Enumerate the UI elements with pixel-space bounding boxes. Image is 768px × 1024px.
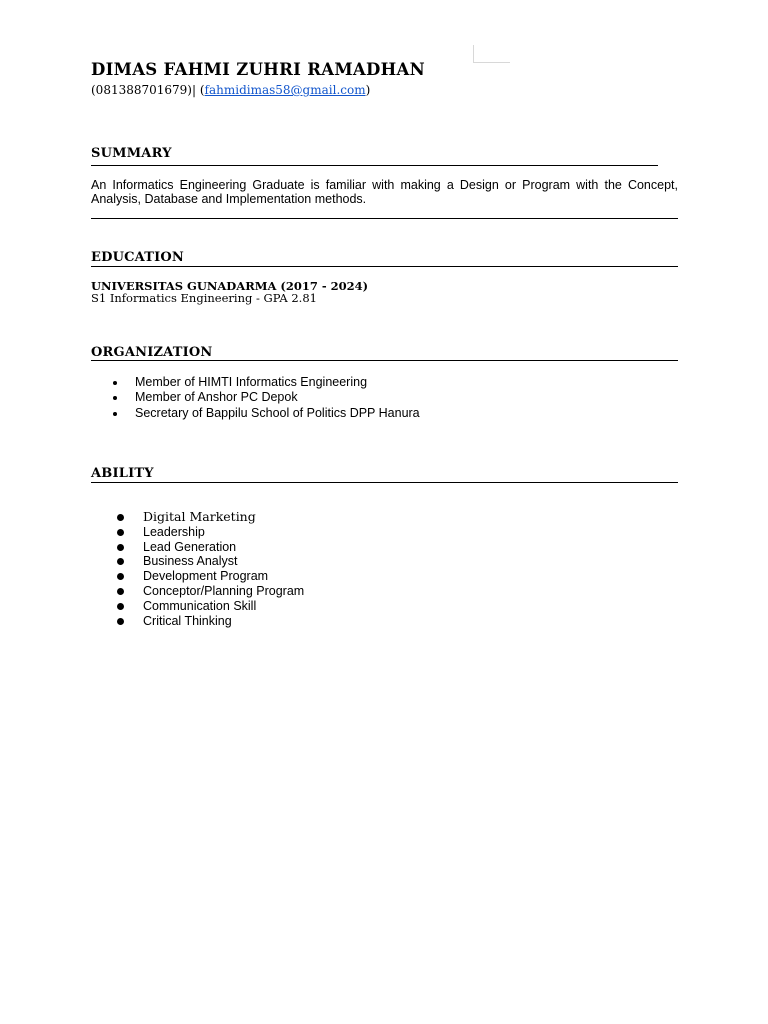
candidate-name: DIMAS FAHMI ZUHRI RAMADHAN [91,60,425,79]
summary-heading: SUMMARY [91,146,172,161]
page-corner-mark [473,45,510,63]
ability-item-label: Digital Marketing [143,509,256,524]
organization-item-label: Member of Anshor PC Depok [135,390,298,405]
ability-item-label: Lead Generation [143,539,237,554]
ability-item-label: Development Program [143,569,269,584]
organization-divider [91,360,678,361]
bullet-icon [117,529,124,536]
list-item [91,525,304,540]
list-item [91,390,420,405]
summary-text: An Informatics Engineering Graduate is familiar with making a Design or Program with the Concept, Analysis, Database and Implementation methods. [91,178,678,206]
organization-item-label: Secretary of Bappilu School of Politics DPP Hanura [135,405,420,420]
bullet-icon [117,603,124,610]
education-heading: EDUCATION [91,250,185,265]
ability-item-label: Business Analyst [143,554,238,569]
list-item [91,614,304,629]
bullet-icon [113,396,117,400]
bullet-icon [113,381,117,385]
ability-list [91,510,304,628]
education-divider [91,266,678,267]
list-item [91,375,420,390]
ability-divider [91,482,678,483]
bullet-icon [113,412,117,416]
bullet-icon [117,573,124,580]
list-item [91,554,304,569]
contact-line [91,83,370,97]
summary-divider [91,165,658,166]
organization-item-label: Member of HIMTI Informatics Engineering [135,375,368,389]
bullet-icon [117,588,124,595]
education-institution: UNIVERSITAS GUNADARMA (2017 - 2024) [91,279,369,293]
summary-bottom-divider [91,218,678,219]
ability-heading: ABILITY [91,466,154,481]
bullet-icon [117,514,124,521]
ability-item-label: Leadership [143,524,205,539]
email-link[interactable]: fahmidimas58@gmail.com [204,83,366,97]
bullet-icon [117,544,124,551]
organization-heading: ORGANIZATION [91,345,213,360]
ability-item-label: Communication Skill [143,598,257,613]
bullet-icon [117,558,124,565]
ability-item-label: Conceptor/Planning Program [143,583,305,598]
list-item [91,540,304,555]
list-item [91,406,420,421]
list-item [91,584,304,599]
list-item [91,599,304,614]
phone-number: (081388701679)| ( [91,83,205,97]
education-degree: S1 Informatics Engineering - GPA 2.81 [91,291,317,305]
list-item [91,510,304,525]
organization-list [91,375,420,421]
bullet-icon [117,618,124,625]
contact-close-paren: ) [365,83,371,97]
ability-item-label: Critical Thinking [143,613,232,628]
list-item [91,569,304,584]
